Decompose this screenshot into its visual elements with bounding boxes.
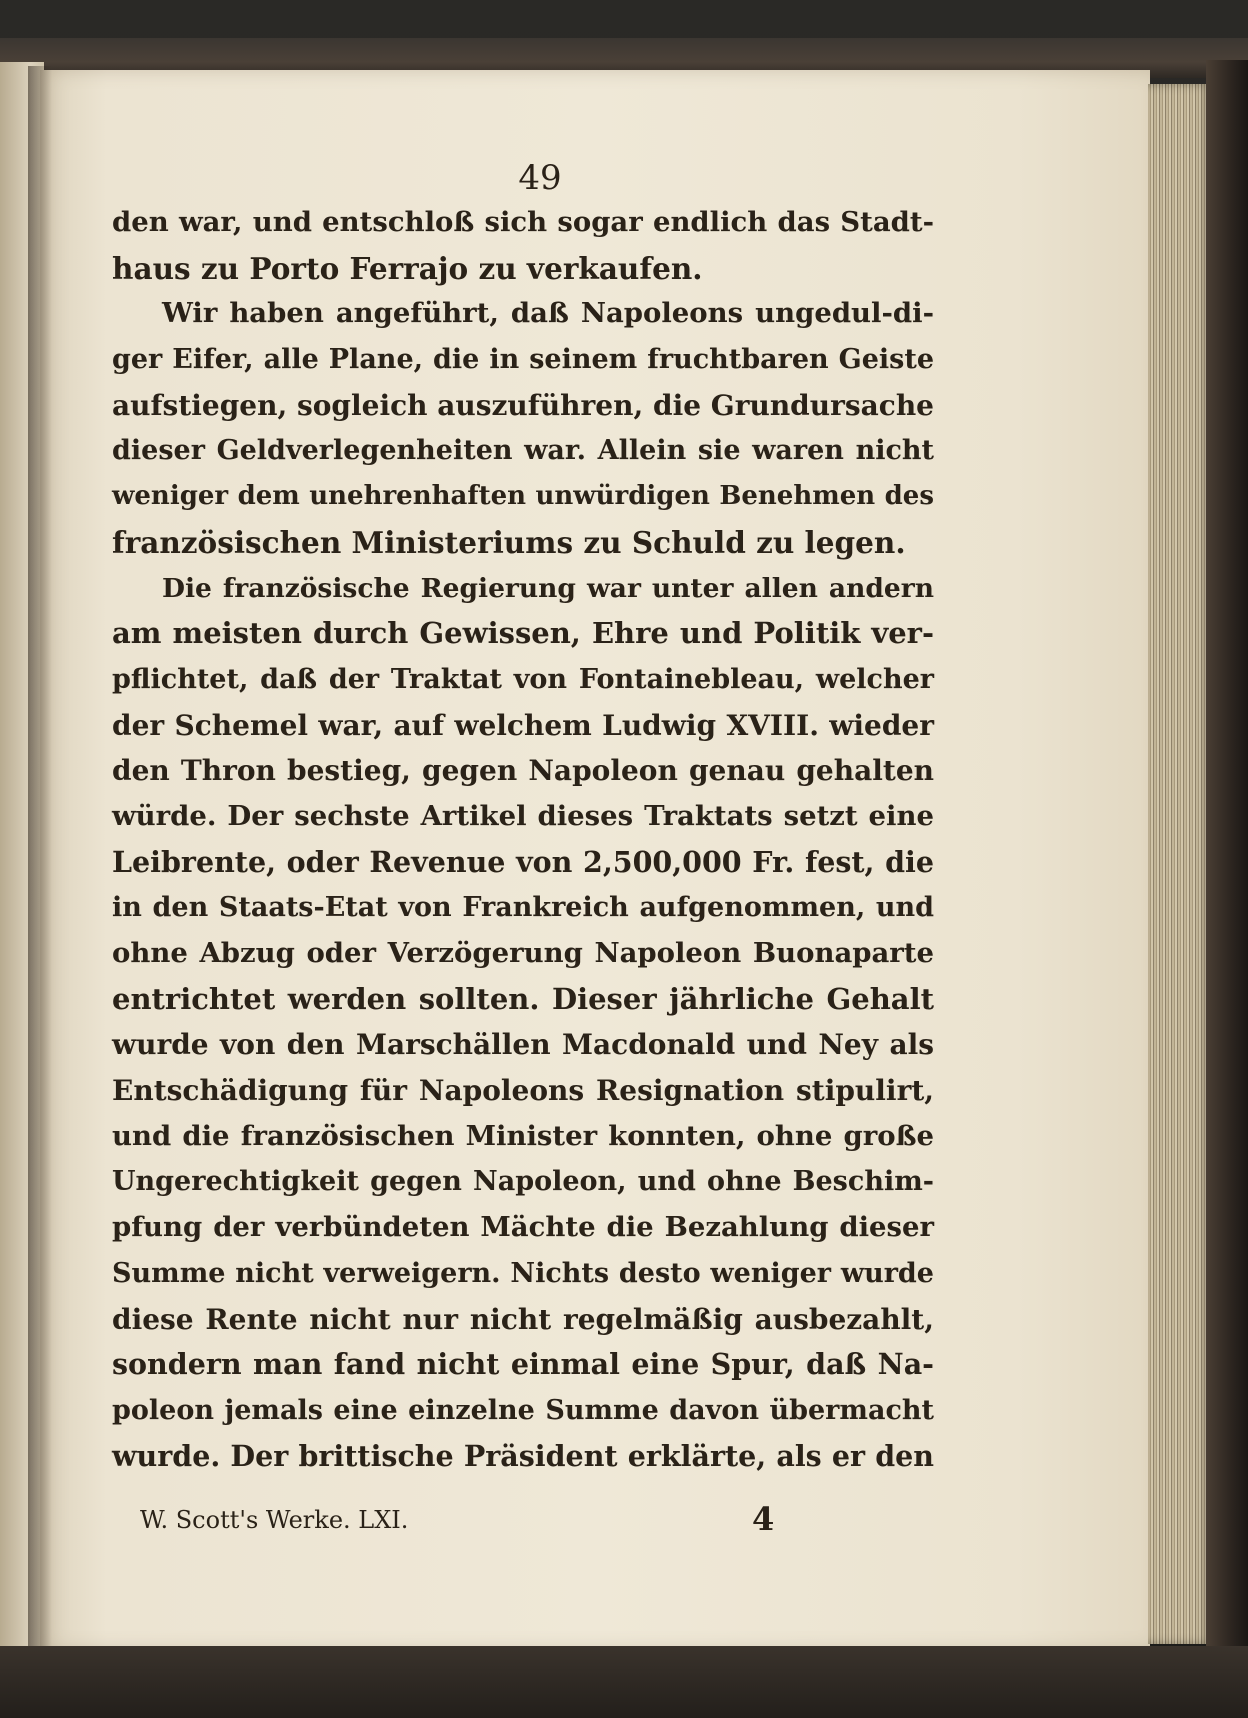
- text-line: Die französische Regierung war unter allen andern: [162, 572, 934, 604]
- text-line: den war, und entschloß sich sogar endlich das Stadt-: [112, 206, 934, 238]
- text-line: diese Rente nicht nur nicht regelmäßig ausbezahlt,: [112, 1302, 934, 1336]
- text-line: Leibrente, oder Revenue von 2,500,000 Fr. fest, die: [112, 844, 934, 879]
- text-line: den Thron bestieg, gegen Napoleon genau gehalten: [112, 754, 934, 788]
- page-number: 49: [518, 158, 562, 198]
- text-line: ger Eifer, alle Plane, die in seinem fruchtbaren Geiste: [112, 344, 934, 376]
- text-line: pfung der verbündeten Mächte die Bezahlung dieser: [112, 1211, 934, 1244]
- text-line: Entschädigung für Napoleons Resignation stipulirt,: [112, 1074, 934, 1108]
- text-line: poleon jemals eine einzelne Summe davon übermacht: [112, 1394, 934, 1426]
- text-line: der Schemel war, auf welchem Ludwig XVIII. wieder: [112, 708, 934, 742]
- sheet-signature-mark: 4: [752, 1500, 775, 1538]
- text-line: ohne Abzug oder Verzögerung Napoleon Buonaparte: [112, 937, 934, 969]
- text-line: entrichtet werden sollten. Dieser jährliche Gehalt: [112, 981, 934, 1016]
- text-line: dieser Geldverlegenheiten war. Allein sie waren nicht: [112, 435, 934, 467]
- signature-line: W. Scott's Werke. LXI.: [140, 1506, 409, 1534]
- text-line: weniger dem unehrenhaften unwürdigen Benehmen des: [112, 481, 934, 512]
- body-text: [112, 200, 934, 1479]
- text-line: wurde von den Marschällen Macdonald und Ney als: [112, 1028, 934, 1062]
- text-line: Summe nicht verweigern. Nichts desto weniger wurde: [112, 1257, 934, 1289]
- text-line: in den Staats-Etat von Frankreich aufgenommen, und: [112, 892, 934, 924]
- book-cover-right: [1206, 60, 1248, 1718]
- page-footer: [140, 1500, 780, 1546]
- text-line: französischen Ministeriums zu Schuld zu legen.: [112, 524, 906, 560]
- gutter-shadow: [28, 66, 52, 1666]
- text-line: Wir haben angeführt, daß Napoleons ungedul-di-: [162, 297, 934, 330]
- page-edges: [1148, 84, 1212, 1644]
- text-line: wurde. Der brittische Präsident erklärte, als er den: [112, 1438, 934, 1473]
- book-cover-bottom: [0, 1646, 1248, 1718]
- text-line: aufstiegen, sogleich auszuführen, die Grundursache: [112, 388, 934, 422]
- text-line: sondern man fand nicht einmal eine Spur, daß Na-: [112, 1347, 934, 1382]
- text-line: und die französischen Minister konnten, ohne große: [112, 1119, 934, 1152]
- text-line: Ungerechtigkeit gegen Napoleon, und ohne Beschim-: [112, 1166, 934, 1198]
- text-line: pflichtet, daß der Traktat von Fontainebleau, welcher: [112, 663, 934, 695]
- text-line: am meisten durch Gewissen, Ehre und Politik ver-: [112, 616, 934, 651]
- text-line: haus zu Porto Ferrajo zu verkaufen.: [112, 250, 703, 286]
- text-line: würde. Der sechste Artikel dieses Traktats setzt eine: [112, 799, 934, 832]
